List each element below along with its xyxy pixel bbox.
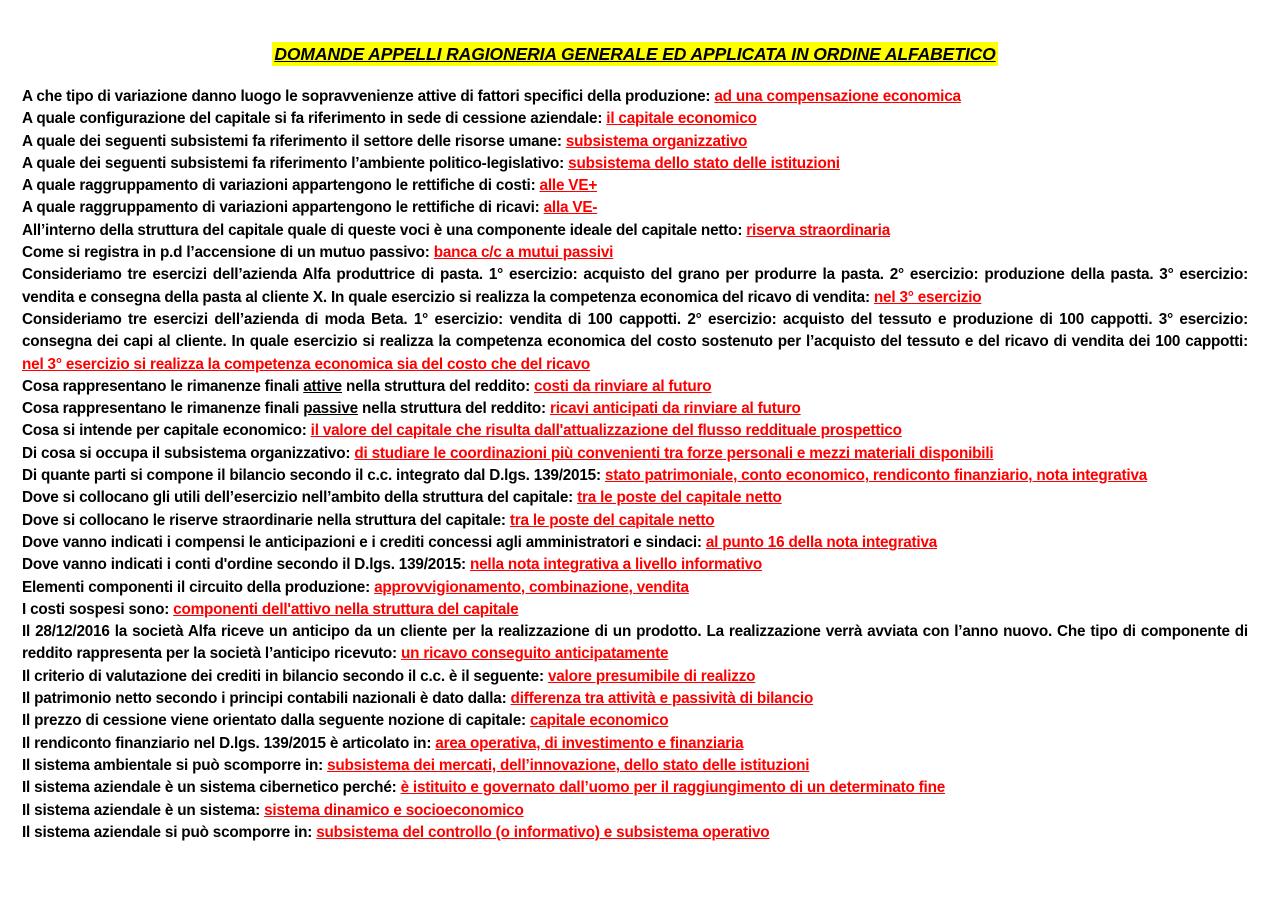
- answer-text: nella nota integrativa a livello informativo: [469, 556, 763, 574]
- question-item: [22, 755, 1248, 777]
- question-item: [22, 175, 1248, 197]
- question-text: A che tipo di variazione danno luogo le sopravvenienze attive di fattori specifici della produzione:: [22, 88, 715, 105]
- answer-text: tra le poste del capitale netto: [577, 489, 782, 507]
- question-item: [22, 733, 1248, 755]
- answer-text: alle VE+: [539, 177, 598, 195]
- answer-text: ad una compensazione economica: [714, 88, 961, 105]
- answer-text: tra le poste del capitale netto: [509, 511, 715, 529]
- question-text: nella struttura del reddito:: [357, 400, 550, 418]
- question-text: Il patrimonio netto secondo i principi contabili nazionali è dato dalla:: [22, 690, 511, 708]
- question-text: Il sistema aziendale è un sistema cibernetico perché:: [22, 779, 401, 797]
- question-item: [22, 420, 1248, 442]
- question-item: [22, 264, 1248, 309]
- question-item: [22, 131, 1248, 153]
- answer-text: subsistema dello stato delle istituzioni: [568, 154, 840, 172]
- question-text: A quale raggruppamento di variazioni appartengono le rettifiche di ricavi:: [22, 199, 544, 217]
- question-text: Consideriamo tre esercizi dell’azienda Alfa produttrice di pasta. 1° esercizio: acquisto del grano per produrre la pasta. 2° esercizio: produzione della pasta. 3° esercizio: vendita e consegna della pasta al cliente X. In quale esercizio si realizza la competenza economica del ricavo di vendita:: [22, 266, 1248, 306]
- answer-text: il capitale economico: [606, 110, 757, 128]
- question-item: [22, 800, 1248, 822]
- question-item: [22, 242, 1248, 264]
- question-text: Dove vanno indicati i compensi le anticipazioni e i crediti concessi agli amministratori e sindaci:: [22, 533, 706, 551]
- question-text: I costi sospesi sono:: [22, 600, 174, 618]
- question-emphasis: attive: [303, 377, 342, 395]
- answer-text: riserva straordinaria: [746, 221, 891, 239]
- question-item: [22, 777, 1248, 799]
- question-text: Dove vanno indicati i conti d'ordine secondo il D.lgs. 139/2015:: [22, 556, 470, 574]
- question-text: Cosa rappresentano le rimanenze finali: [22, 400, 304, 418]
- question-item: [22, 309, 1248, 376]
- question-item: [22, 108, 1248, 130]
- question-item: [22, 532, 1248, 554]
- answer-text: un ricavo conseguito anticipatamente: [400, 645, 669, 663]
- question-item: [22, 487, 1248, 509]
- question-text: Dove si collocano le riserve straordinarie nella struttura del capitale:: [22, 511, 510, 529]
- question-text: A quale configurazione del capitale si fa riferimento in sede di cessione aziendale:: [22, 110, 607, 128]
- answer-text: il valore del capitale che risulta dall'attualizzazione del flusso reddituale prospettico: [310, 422, 902, 440]
- question-text: A quale dei seguenti subsistemi fa riferimento il settore delle risorse umane:: [22, 132, 566, 150]
- answer-text: nel 3° esercizio si realizza la competenza economica sia del costo che del ricavo: [22, 355, 591, 373]
- question-text: A quale dei seguenti subsistemi fa riferimento l’ambiente politico-legislativo:: [22, 154, 569, 172]
- answer-text: costi da rinviare al futuro: [534, 377, 712, 395]
- question-text: Consideriamo tre esercizi dell’azienda di moda Beta. 1° esercizio: vendita di 100 cappotti. 2° esercizio: acquisto del tessuto e produzione di 100 cappotti. 3° esercizio: consegna dei capi al cliente. In quale esercizio si realizza la competenza economica del costo sostenuto per l’acquisto del tessuto e del ricavo di vendita dei 100 cappotti:: [22, 310, 1248, 351]
- question-text: Il 28/12/2016 la società Alfa riceve un anticipo da un cliente per la realizzazione di un prodotto. La realizzazione verrà avviata con l’anno nuovo. Che tipo di componente di reddito rappresenta per la società l’anticipo ricevuto:: [22, 623, 1248, 663]
- question-text: Dove si collocano gli utili dell’esercizio nell’ambito della struttura del capitale:: [22, 489, 578, 507]
- question-item: [22, 153, 1248, 175]
- question-list: [22, 86, 1248, 844]
- answer-text: capitale economico: [529, 712, 669, 730]
- answer-text: valore presumibile di realizzo: [547, 667, 756, 685]
- question-item: [22, 710, 1248, 732]
- question-item: [22, 688, 1248, 710]
- answer-text: approvvigionamento, combinazione, vendita: [374, 578, 689, 596]
- question-text: Il sistema ambientale si può scomporre in:: [22, 756, 328, 774]
- question-item: [22, 510, 1248, 532]
- answer-text: alla VE-: [543, 199, 598, 217]
- question-item: [22, 599, 1248, 621]
- answer-text: subsistema organizzativo: [565, 132, 748, 150]
- answer-text: componenti dell'attivo nella struttura del capitale: [173, 600, 519, 618]
- answer-text: area operativa, di investimento e finanziaria: [435, 734, 744, 752]
- question-item: [22, 220, 1248, 242]
- question-text: Cosa rappresentano le rimanenze finali: [22, 377, 304, 395]
- question-item: [22, 86, 1248, 108]
- question-text: A quale raggruppamento di variazioni appartengono le rettifiche di costi:: [22, 177, 540, 195]
- answer-text: è istituito e governato dall’uomo per il raggiungimento di un determinato fine: [400, 779, 946, 797]
- answer-text: banca c/c a mutui passivi: [433, 244, 614, 262]
- title-wrap: [22, 42, 1248, 66]
- question-text: Elementi componenti il circuito della produzione:: [22, 578, 375, 596]
- question-text: Come si registra in p.d l’accensione di un mutuo passivo:: [22, 244, 434, 262]
- answer-text: nel 3° esercizio: [873, 288, 982, 306]
- question-text: nella struttura del reddito:: [342, 377, 535, 395]
- question-text: Il sistema aziendale si può scomporre in:: [22, 823, 317, 841]
- question-item: [22, 577, 1248, 599]
- answer-text: differenza tra attività e passività di bilancio: [510, 690, 814, 708]
- question-item: [22, 398, 1248, 420]
- question-text: Il prezzo di cessione viene orientato dalla seguente nozione di capitale:: [22, 712, 530, 730]
- question-text: Il criterio di valutazione dei crediti in bilancio secondo il c.c. è il seguente:: [22, 667, 548, 685]
- page-title: DOMANDE APPELLI RAGIONERIA GENERALE ED APPLICATA IN ORDINE ALFABETICO: [274, 44, 996, 64]
- answer-text: sistema dinamico e socioeconomico: [264, 801, 524, 819]
- question-item: [22, 197, 1248, 219]
- question-item: [22, 666, 1248, 688]
- question-item: [22, 822, 1248, 844]
- answer-text: di studiare le coordinazioni più convenienti tra forze personali e mezzi materiali disponibili: [354, 444, 994, 462]
- question-item: [22, 554, 1248, 576]
- question-item: [22, 376, 1248, 398]
- question-text: Di cosa si occupa il subsistema organizzativo:: [22, 444, 355, 462]
- question-emphasis: passive: [303, 400, 358, 418]
- question-text: Il rendiconto finanziario nel D.lgs. 139/2015 è articolato in:: [22, 734, 436, 752]
- question-text: Il sistema aziendale è un sistema:: [22, 801, 265, 819]
- question-item: [22, 621, 1248, 666]
- question-text: Cosa si intende per capitale economico:: [22, 422, 311, 440]
- answer-text: stato patrimoniale, conto economico, rendiconto finanziario, nota integrativa: [604, 467, 1148, 485]
- answer-text: ricavi anticipati da rinviare al futuro: [550, 400, 801, 418]
- answer-text: al punto 16 della nota integrativa: [705, 533, 938, 551]
- question-item: [22, 465, 1248, 487]
- answer-text: subsistema dei mercati, dell’innovazione, dello stato delle istituzioni: [327, 756, 810, 774]
- question-item: [22, 443, 1248, 465]
- answer-text: subsistema del controllo (o informativo) e subsistema operativo: [316, 823, 770, 841]
- question-text: Di quante parti si compone il bilancio secondo il c.c. integrato dal D.lgs. 139/2015:: [22, 467, 605, 485]
- question-text: All’interno della struttura del capitale quale di queste voci è una componente ideale del capitale netto:: [22, 221, 747, 239]
